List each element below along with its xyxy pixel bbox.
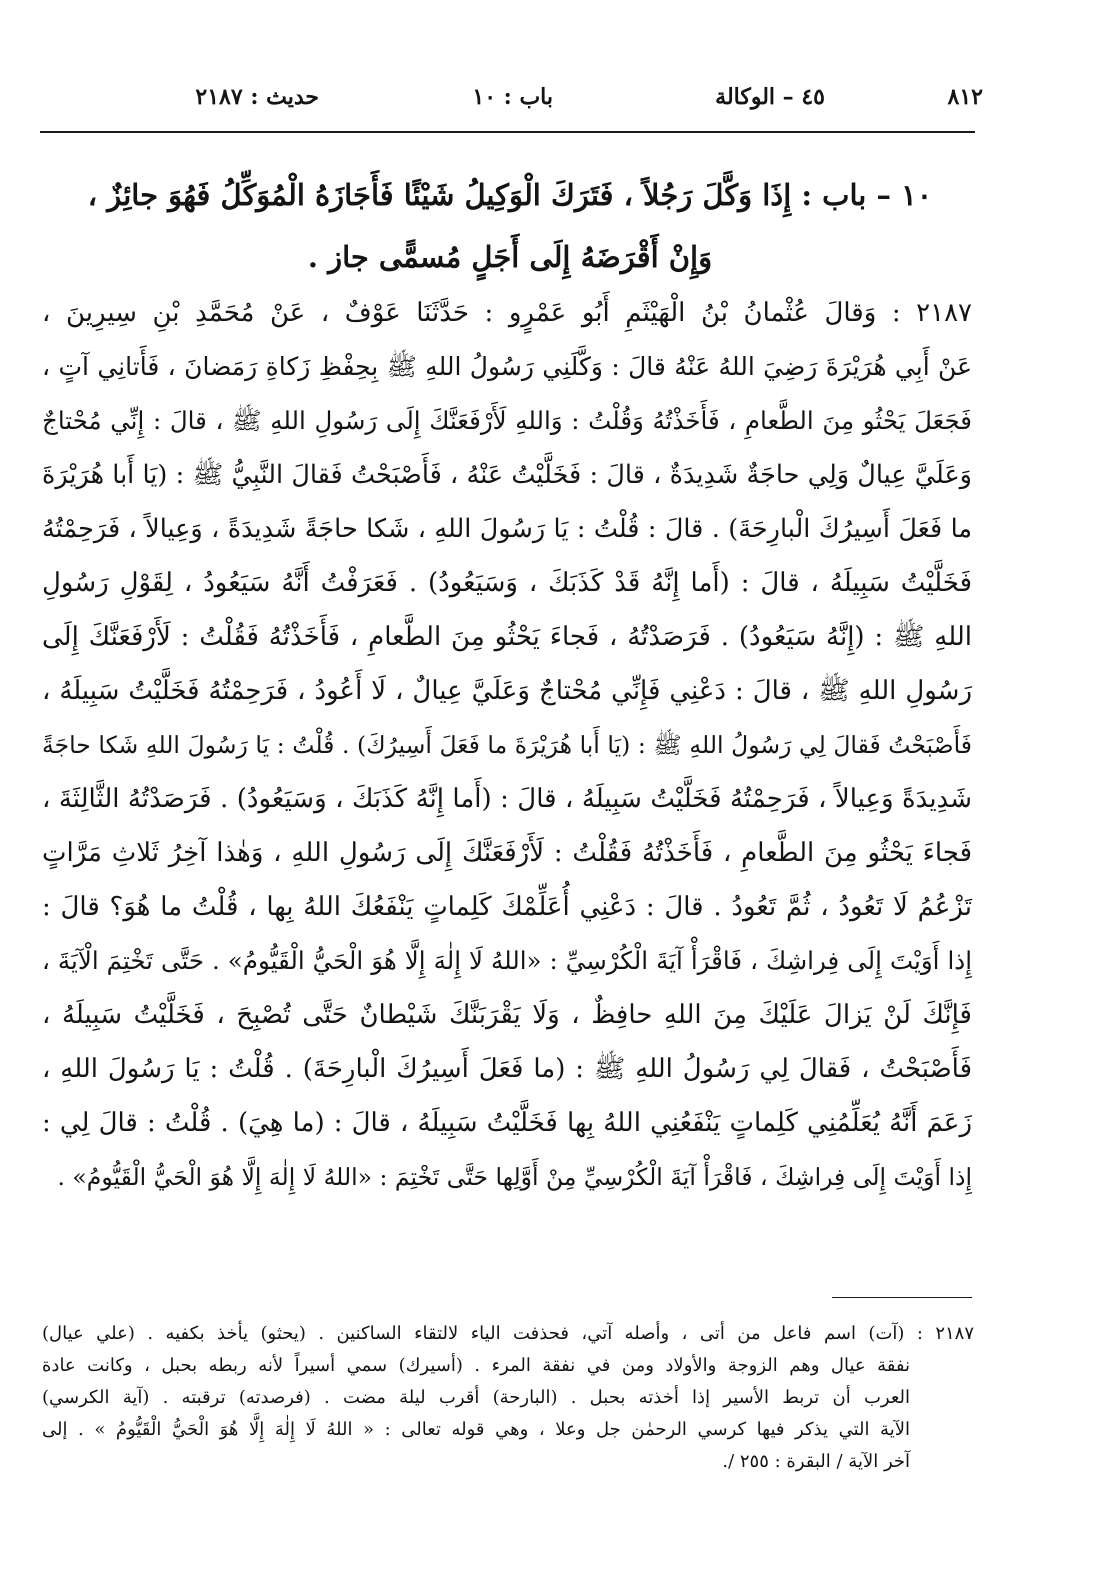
footnote-rule (832, 1297, 972, 1298)
running-header (40, 84, 983, 120)
hadith-line: فَأَصْبَحْتُ فَقالَ لِي رَسُولُ اللهِ ﷺ : (يَا أَبا هُرَيْرَةَ ما فَعَلَ أَسِيرُكَ) . قُلْتُ : يَا رَسُولَ اللهِ شَكا حاجَةً (42, 731, 972, 759)
hadith-text (42, 286, 972, 1204)
footnote-line: الآية التي يذكر فيها كرسي الرحمٰن جل وعلا ، وهي قوله تعالى : « اللهُ لَا إِلٰهَ إِلَّا هُوَ الْحَيُّ الْقَيُّومُ » . إلى (42, 1419, 910, 1440)
footnote-line: آخر الآية / البقرة : ٢٥٥ /. (722, 1451, 910, 1472)
hadith-line: فَخَلَّيْتُ سَبِيلَهُ ، قالَ : (أَما إِنَّهُ قَدْ كَذَبَكَ ، وَسَيَعُودُ) . فَعَرَفْتُ أَنَّهُ سَيَعُودُ ، لِقَوْلِ رَسُولِ (42, 568, 972, 598)
hadith-line: فَجَعَلَ يَحْثُو مِنَ الطَّعامِ ، فَأَخَذْتُهُ وَقُلْتُ : وَاللهِ لَأَرْفَعَنَّكَ إِلَى رَسُولِ اللهِ ﷺ ، قالَ : إِنِّي مُحْتاجٌ (42, 406, 972, 435)
hadith-line: فَإِنَّكَ لَنْ يَزالَ عَلَيْكَ مِنَ اللهِ حافِظٌ ، وَلَا يَقْرَبَنَّكَ شَيْطانٌ حَتَّى تُصْبِحَ ، فَخَلَّيْتُ سَبِيلَهُ ، (42, 1000, 972, 1030)
footnote-line: العرب أن تربط الأسير إذا أخذته بحبل . (البارحة) أقرب ليلة مضت . (فرصدته) ترقبته . (آية الكرسي) (42, 1387, 910, 1408)
hadith-line: زَعَمَ أَنَّهُ يُعَلِّمُنِي كَلِماتٍ يَنْفَعُنِي اللهُ بِها فَخَلَّيْتُ سَبِيلَهُ ، قالَ : (ما هِيَ) . قُلْتُ : قالَ لِي : (42, 1108, 972, 1138)
book-title: ٤٥ – الوكالة (715, 84, 825, 110)
chapter-title-line: ١٠ – باب : إِذَا وَكَّلَ رَجُلاً ، فَتَرَكَ الْوَكِيلُ شَيْئًا فَأَجَازَهُ الْمُوَكِّلُ فَهُوَ جائِزٌ ، (87, 178, 933, 212)
hadith-line: اللهِ ﷺ : (إِنَّهُ سَيَعُودُ) . فَرَصَدْتُهُ ، فَجاءَ يَحْثُو مِنَ الطَّعامِ ، فَأَخَذْتُهُ فَقُلْتُ : لَأَرْفَعَنَّكَ إِلَى (42, 622, 972, 652)
hadith-line: ٢١٨٧ : وَقالَ عُثْمانُ بْنُ الْهَيْثَمِ أَبُو عَمْرٍو : حَدَّثَنَا عَوْفٌ ، عَنْ مُحَمَّدِ بْنِ سِيرِينَ ، (42, 298, 972, 328)
chapter-title-line: وَإِنْ أَقْرَضَهُ إِلَى أَجَلٍ مُسمًّى جاز . (307, 240, 713, 274)
header-rule (40, 131, 975, 133)
hadith-line: إِذا أَوَيْتَ إِلَى فِراشِكَ ، فَاقْرَأْ آيَةَ الْكُرْسِيِّ مِنْ أَوَّلِها حَتَّى تَخْتِمَ : «اللهُ لَا إِلٰهَ إِلَّا هُوَ الْحَيُّ الْقَيُّومُ» . (57, 1163, 972, 1191)
hadith-number: حديث : ٢١٨٧ (195, 84, 319, 110)
footnotes (42, 1318, 974, 1478)
hadith-line: ما فَعَلَ أَسِيرُكَ الْبارِحَةَ) . قالَ : قُلْتُ : يَا رَسُولَ اللهِ ، شَكا حاجَةً شَدِيدَةً ، وَعِيالاً ، فَرَحِمْتُهُ (42, 514, 972, 544)
hadith-line: تَزْعُمُ لَا تَعُودُ ، ثُمَّ تَعُودُ . قالَ : دَعْنِي أُعَلِّمْكَ كَلِماتٍ يَنْفَعُكَ اللهُ بِها ، قُلْتُ ما هُوَ؟ قالَ : (42, 892, 972, 922)
hadith-line: شَدِيدَةً وَعِيالاً ، فَرَحِمْتُهُ فَخَلَّيْتُ سَبِيلَهُ ، قالَ : (أَما إِنَّهُ كَذَبَكَ ، وَسَيَعُودُ) . فَرَصَدْتُهُ الثَّالِثَةَ ، (42, 784, 972, 814)
hadith-line: إِذا أَوَيْتَ إِلَى فِراشِكَ ، فَاقْرَأْ آيَةَ الْكُرْسِيِّ : «اللهُ لَا إِلٰهَ إِلَّا هُوَ الْحَيُّ الْقَيُّومُ» . حَتَّى تَخْتِمَ الْآيَةَ ، (42, 946, 972, 975)
hadith-line: رَسُولِ اللهِ ﷺ ، قالَ : دَعْنِي فَإِنِّي مُحْتاجٌ وَعَلَيَّ عِيالٌ ، لَا أَعُودُ ، فَرَحِمْتُهُ فَخَلَّيْتُ سَبِيلَهُ ، (42, 676, 972, 706)
hadith-line: وَعَلَيَّ عِيالٌ وَلِي حاجَةٌ شَدِيدَةٌ ، قالَ : فَخَلَّيْتُ عَنْهُ ، فَأَصْبَحْتُ فَقالَ النَّبِيُّ ﷺ : (يَا أَبا هُرَيْرَةَ (42, 460, 972, 490)
footnote-line: ٢١٨٧ : (آت) اسم فاعل من أتى ، وأصله آتي، فحذفت الياء لالتقاء الساكنين . (يحثو) يأخذ بكفيه . (علي عيال) (42, 1323, 974, 1344)
hadith-line: فَأَصْبَحْتُ ، فَقالَ لِي رَسُولُ اللهِ ﷺ : (ما فَعَلَ أَسِيرُكَ الْبارِحَةَ) . قُلْتُ : يَا رَسُولَ اللهِ ، (42, 1054, 972, 1084)
hadith-line: عَنْ أَبِي هُرَيْرَةَ رَضِيَ اللهُ عَنْهُ قالَ : وَكَّلَنِي رَسُولُ اللهِ ﷺ بِحِفْظِ زَكاةِ رَمَضانَ ، فَأَتانِي آتٍ ، (42, 352, 972, 381)
page-number: ٨١٢ (947, 84, 983, 110)
chapter-heading (60, 164, 960, 288)
footnote-line: نفقة عيال وهم الزوجة والأولاد ومن في نفقة المرء . (أسيرك) سمي أسيراً لأنه ربطه بحبل ، وكانت عادة (42, 1355, 911, 1376)
bab-number: باب : ١٠ (472, 84, 553, 110)
hadith-line: فَجاءَ يَحْثُو مِنَ الطَّعامِ ، فَأَخَذْتُهُ فَقُلْتُ : لَأَرْفَعَنَّكَ إِلَى رَسُولِ اللهِ ، وَهٰذا آخِرُ ثَلاثِ مَرَّاتٍ (42, 838, 972, 868)
